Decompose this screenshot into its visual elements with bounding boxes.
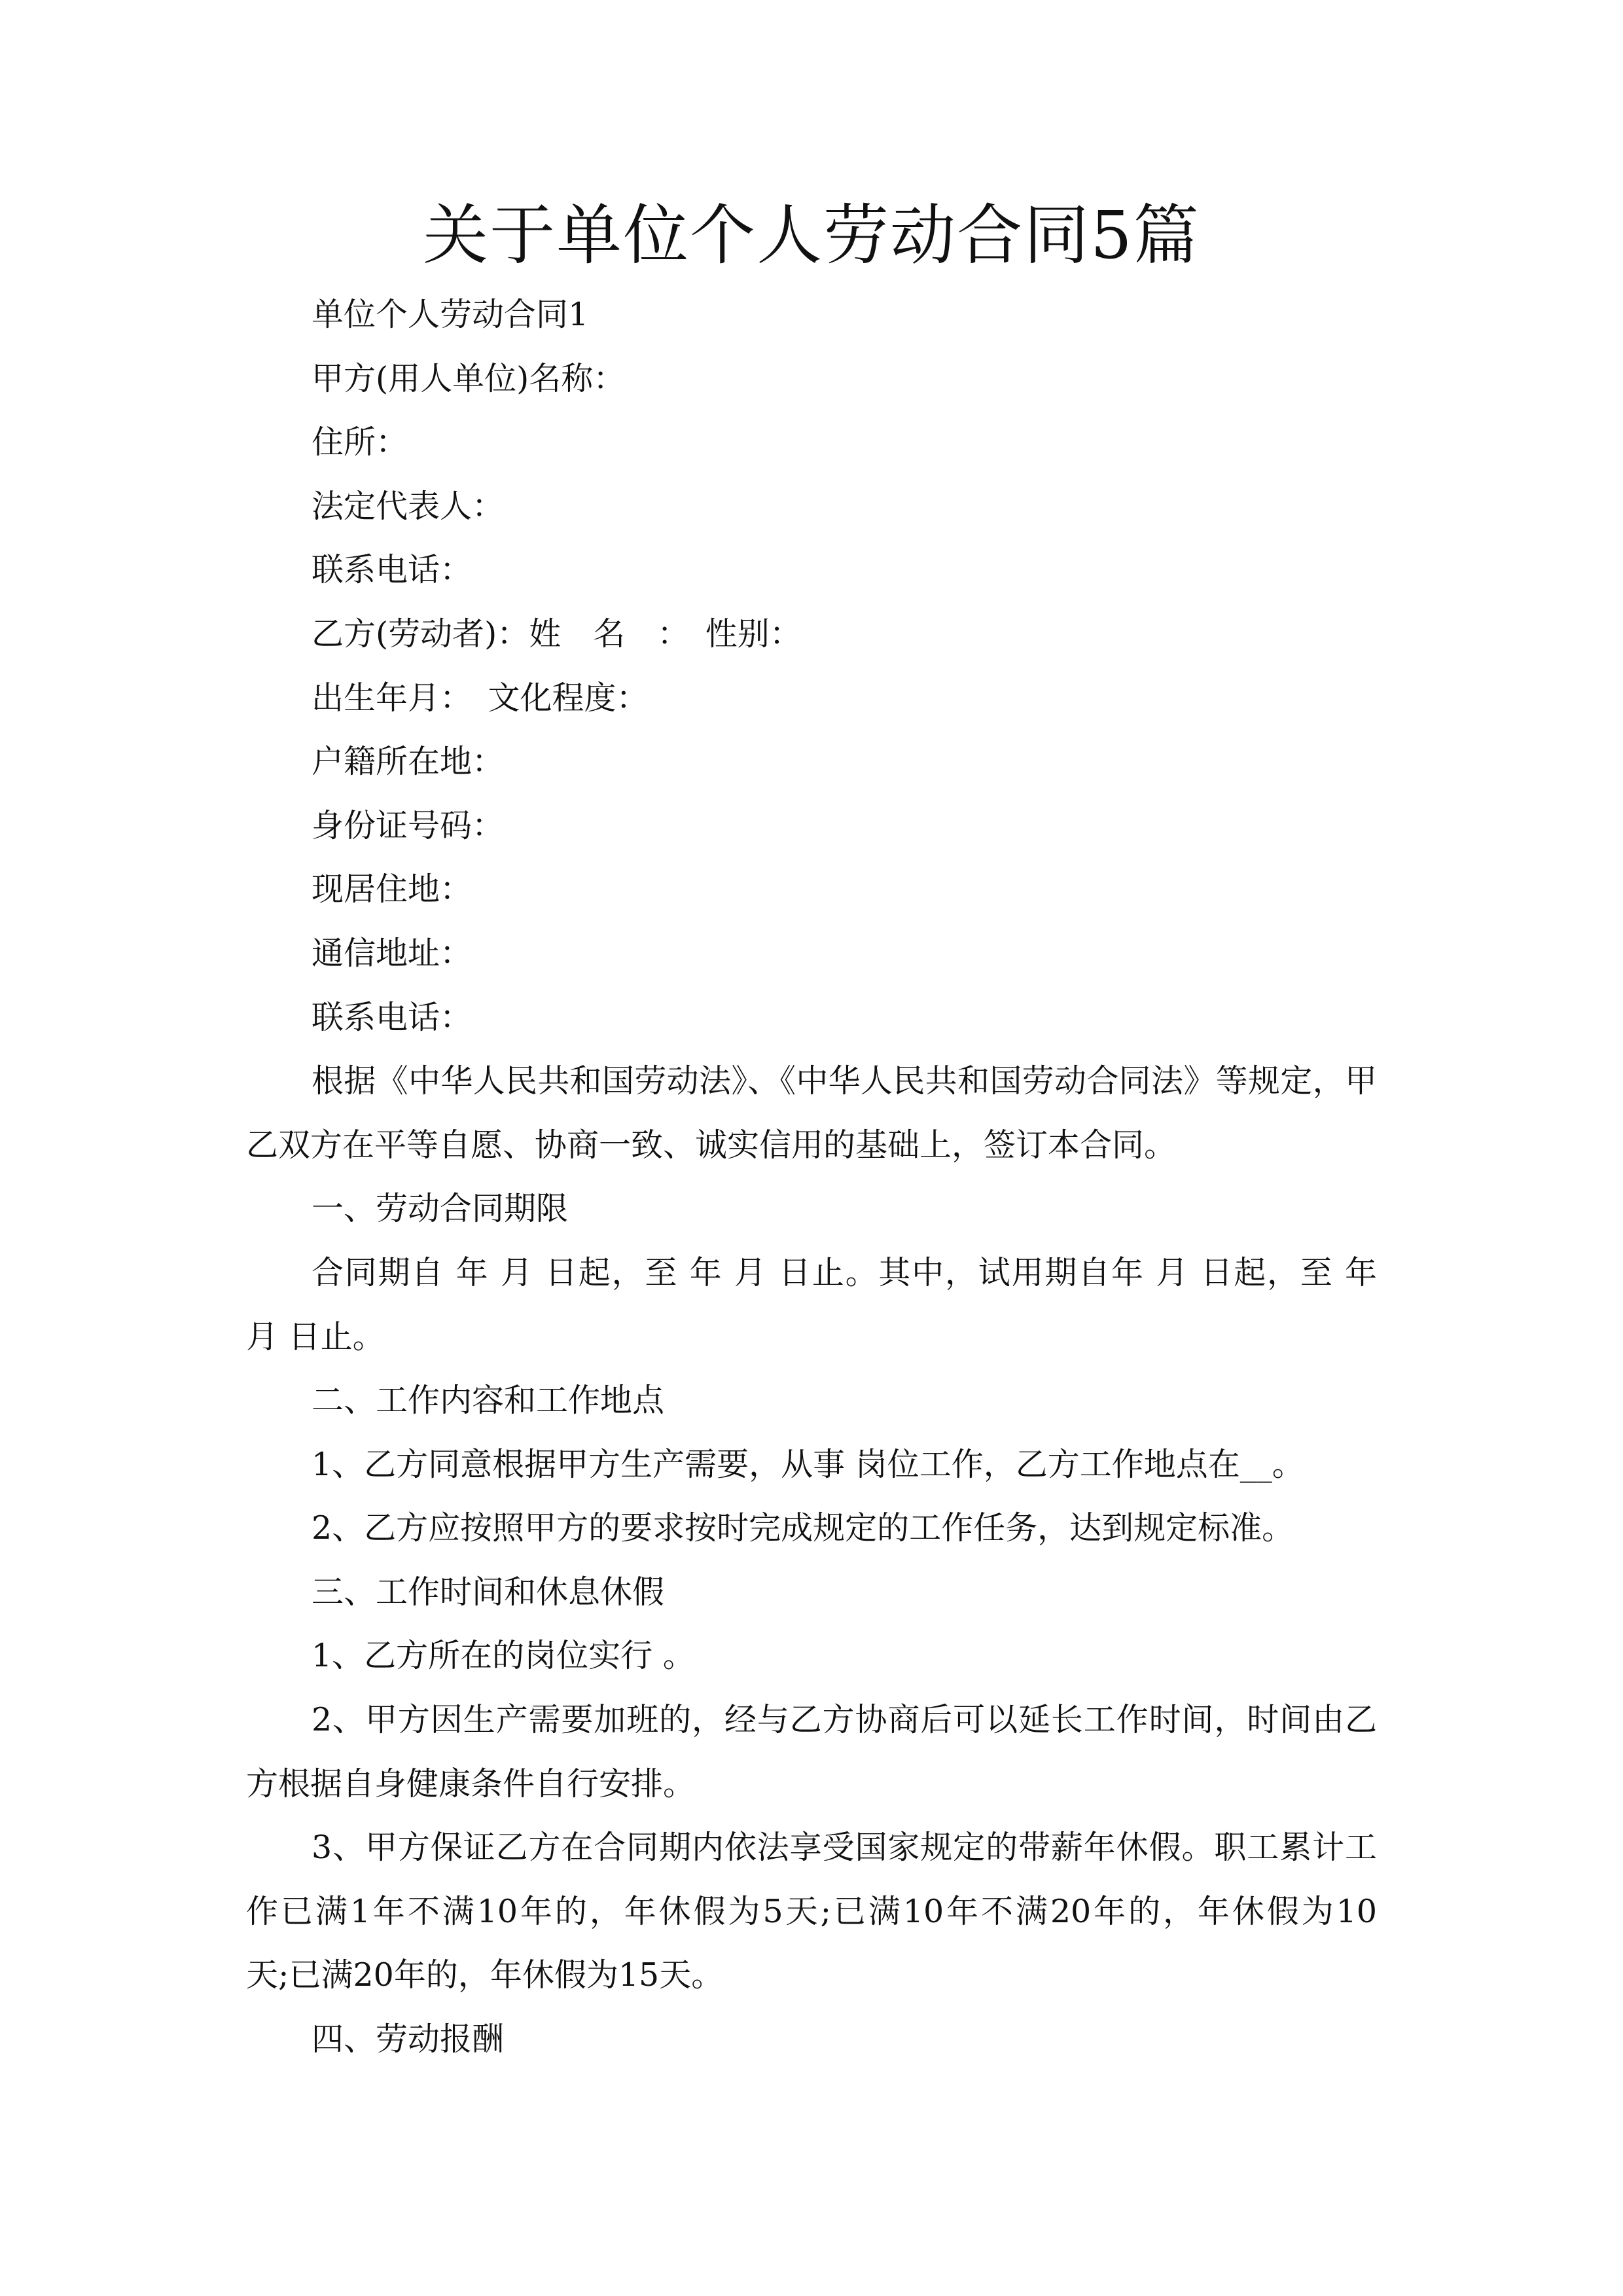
paragraph-line: 乙双方在平等自愿、协商一致、诚实信用的基础上，签订本合同。 bbox=[246, 1126, 1177, 1164]
section-heading: 四、劳动报酬 bbox=[312, 2020, 505, 2058]
paragraph-line: 作已满1年不满10年的，年休假为5天;已满10年不满20年的，年休假为10 bbox=[246, 1892, 1377, 1930]
paragraph-line: 天;已满20年的，年休假为15天。 bbox=[246, 1956, 724, 1994]
field-id-number: 身份证号码： bbox=[312, 806, 505, 844]
document-title: 关于单位个人劳动合同5篇 bbox=[423, 197, 1200, 274]
field-employee-name-gender: 乙方(劳动者)：姓 名 ： 性别： bbox=[312, 615, 802, 653]
field-employer-name: 甲方(用人单位)名称： bbox=[312, 359, 626, 397]
section-heading: 二、工作内容和工作地点 bbox=[312, 1382, 665, 1420]
field-employee-phone: 联系电话： bbox=[312, 998, 473, 1036]
field-legal-rep: 法定代表人： bbox=[312, 487, 505, 525]
paragraph-line: 月 日止。 bbox=[246, 1318, 385, 1355]
paragraph-line: 2、甲方因生产需要加班的，经与乙方协商后可以延长工作时间，时间由乙 bbox=[312, 1701, 1377, 1739]
field-household-registration: 户籍所在地： bbox=[312, 743, 505, 781]
paragraph-line: 根据《中华人民共和国劳动法》、《中华人民共和国劳动合同法》等规定，甲 bbox=[312, 1062, 1377, 1100]
paragraph-line: 2、乙方应按照甲方的要求按时完成规定的工作任务，达到规定标准。 bbox=[312, 1509, 1294, 1547]
section-heading: 一、劳动合同期限 bbox=[312, 1190, 569, 1228]
field-employer-phone: 联系电话： bbox=[312, 551, 473, 589]
paragraph-line: 1、乙方同意根据甲方生产需要，从事 岗位工作，乙方工作地点在__。 bbox=[312, 1445, 1304, 1483]
paragraph-line: 1、乙方所在的岗位实行 。 bbox=[312, 1637, 695, 1675]
document-body bbox=[246, 283, 1377, 2072]
field-mailing-address: 通信地址： bbox=[312, 934, 473, 972]
field-birth-education: 出生年月： 文化程度： bbox=[312, 679, 649, 717]
section-heading: 三、工作时间和休息休假 bbox=[312, 1573, 665, 1611]
paragraph-line: 3、甲方保证乙方在合同期内依法享受国家规定的带薪年休假。职工累计工 bbox=[312, 1829, 1377, 1867]
field-address: 住所： bbox=[312, 423, 408, 461]
field-current-residence: 现居住地： bbox=[312, 870, 473, 908]
paragraph-line: 合同期自 年 月 日起，至 年 月 日止。其中，试用期自年 月 日起，至 年 bbox=[312, 1253, 1377, 1291]
contract-subtitle: 单位个人劳动合同1 bbox=[312, 296, 589, 333]
paragraph-line: 方根据自身健康条件自行安排。 bbox=[246, 1765, 696, 1803]
